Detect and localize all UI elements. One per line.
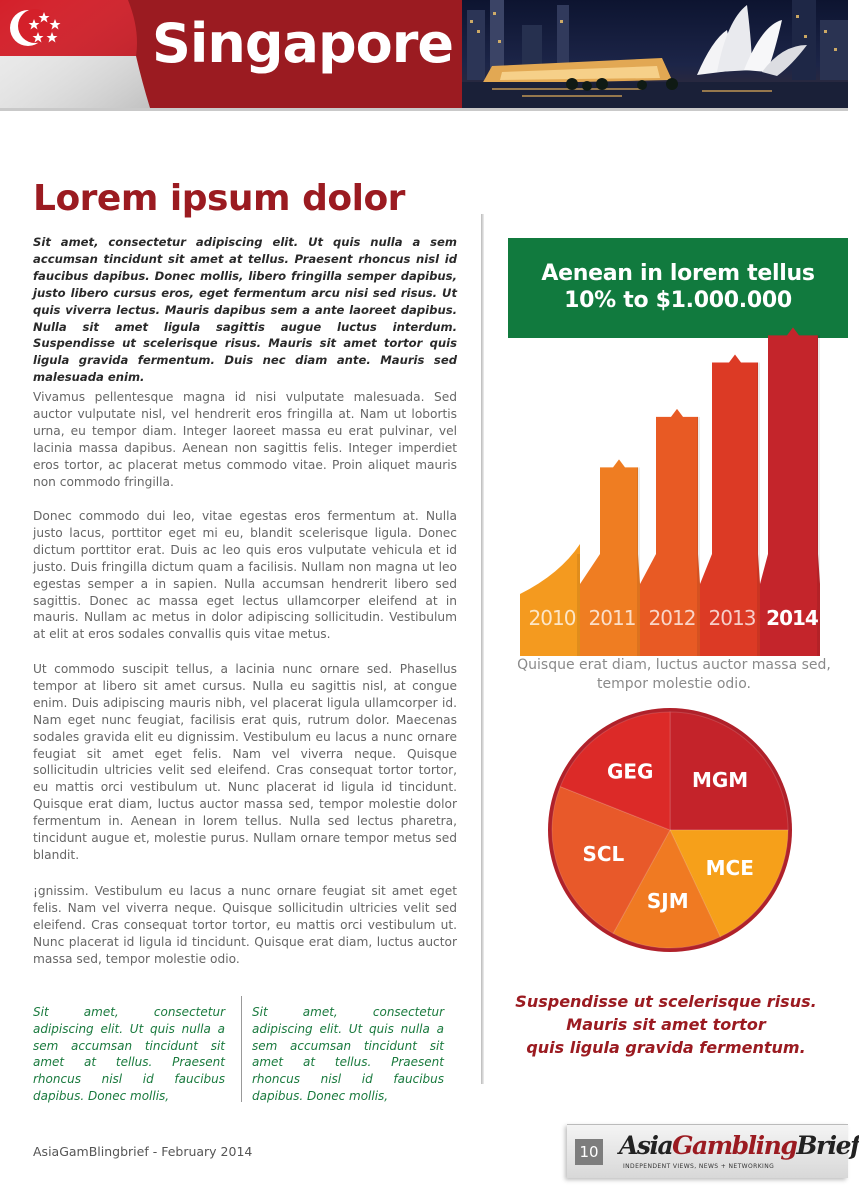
pie-label-sjm: SJM <box>646 888 689 913</box>
header-rule <box>0 108 848 111</box>
lead-paragraph: Sit amet, consectetur adipiscing elit. Ut quis nulla a sem accumsan tincidunt sit amet at tellus. Praesent rhoncus nisl id faucibus dapibus. Donec mollis, libero fringilla semper dapibus, justo libero cursus eros, eget fermentum arcu nisi sed risus. Ut quis viverra lectus. Mauris dapibus sem a ante laoreet dapibus. Nulla sit amet ligula sagittis augue luctus interdum. Suspendisse ut scelerisque risus. Mauris sit amet tortor quis ligula gravida fermentum. Duis nec diam ante. Mauris sed malesuada enim. <box>33 235 457 385</box>
bar-label-2013: 2013 <box>708 606 756 630</box>
closing-quote-line: quis ligula gravida fermentum. <box>526 1038 806 1057</box>
body-paragraph: ¡gnissim. Vestibulum eu lacus a nunc ornare feugiat sit amet eget felis. Nam vel viverra neque. Quisque sollicitudin ultricies velit sed eleifend. Cras consequat tortor tortor, eu mattis orci vestibulum ut. Nunc placerat id ligula id tincidunt. Quisque erat diam, luctus auctor massa sed, tempor molestie odio. <box>33 884 457 966</box>
skyline-photo <box>462 0 848 108</box>
bar-shadow <box>577 554 580 656</box>
singapore-flag-icon <box>0 0 150 108</box>
body-paragraph: Vivamus pellentesque magna id nisi vulputate malesuada. Sed auctor vulputate nisl, vel hendrerit eros fringilla at. Nam ut lobortis urna, eu tempor diam. Integer laoreet massa eu erat pulvinar, vel lacinia massa dapibus. Aenean non sagittis felis. Integer imperdiet eros tortor, ac placerat metus commodo vitae. Proin aliquet mauris non commodo fringilla. <box>33 390 457 489</box>
bar-label-2010: 2010 <box>528 606 576 630</box>
pie-label-scl: SCL <box>582 841 625 866</box>
page-title: Singapore <box>152 12 453 75</box>
closing-quote-line: Suspendisse ut scelerisque risus. <box>515 992 817 1011</box>
bar-shadow <box>637 467 640 656</box>
quote-divider <box>241 996 242 1102</box>
pie-chart <box>540 710 800 970</box>
bar-label-2014: 2014 <box>766 606 818 630</box>
pull-quote: Sit amet, consectetur adipiscing elit. Ut quis nulla a sem accumsan tincidunt sit amet at tellus. Praesent rhoncus nisl id faucibus dapibus. Donec mollis, <box>33 1005 225 1103</box>
brand-logo <box>567 1124 859 1178</box>
pie-label-mce: MCE <box>705 855 754 880</box>
body-paragraph: Donec commodo dui leo, vitae egestas eros fermentum at. Nulla justo lacus, porttitor eget mi eu, blandit scelerisque ligula. Donec dictum porttitor erat. Duis ac leo quis eros vulputate vehicula et id justo. Duis fringilla dictum quam a facilisis. Nullam non magna ut leo egestas semper a in sapien. Nulla accumsan hendrerit libero sed sagittis. Donec ac massa eget lectus ullamcorper eleifend at in mauris. Nullam ac metus in dolor adipiscing sollicitudin. Vestibulum at elit at eros sodales convallis quis vitae metus. <box>33 509 457 642</box>
header-banner <box>0 0 848 110</box>
bar-shadow <box>697 417 700 656</box>
bar-label-2012: 2012 <box>648 606 696 630</box>
page-number: 10 <box>575 1139 603 1165</box>
headline-box <box>508 238 848 338</box>
pie-label-mgm: MGM <box>691 767 749 792</box>
article-title: Lorem ipsum dolor <box>33 178 405 219</box>
bar-chart <box>508 340 848 660</box>
headline-line-1: Aenean in lorem tellus <box>541 261 815 286</box>
chart-caption: Quisque erat diam, luctus auctor massa sed, tempor molestie odio. <box>517 657 831 692</box>
brand-part: Gambling <box>672 1131 797 1160</box>
footer-publication: AsiaGamBlingbrief - February 2014 <box>33 1144 253 1159</box>
pull-quote: Sit amet, consectetur adipiscing elit. Ut quis nulla a sem accumsan tincidunt sit amet at tellus. Praesent rhoncus nisl id faucibus dapibus. Donec mollis, <box>252 1005 444 1103</box>
closing-quote <box>508 990 824 1059</box>
brand-wordmark <box>619 1131 859 1160</box>
bar-label-2011: 2011 <box>588 606 636 630</box>
brand-part: Asia <box>619 1131 673 1160</box>
column-divider <box>481 214 484 1084</box>
headline-line-2: 10% to $1.000.000 <box>564 288 792 313</box>
pie-label-geg: GEG <box>606 759 654 784</box>
brand-part: Brief <box>796 1131 859 1160</box>
body-paragraph: Ut commodo suscipit tellus, a lacinia nunc ornare sed. Phasellus tempor at libero sit amet cursus. Nulla eu sagittis nisl, at congue enim. Duis adipiscing mauris nibh, vel placerat ligula ullamcorper id. Nam eget nunc feugiat, facilisis erat quis, rutrum dolor. Maecenas sodales gravida elit eu dignissim. Vestibulum eu lacus a nunc ornare feugiat sit amet eget felis. Nam vel viverra neque. Quisque sollicitudin ultricies velit sed eleifend. Cras consequat tortor tortor, eu mattis orci vestibulum ut. Nunc placerat id ligula id tincidunt. Quisque erat diam, luctus auctor massa sed, tempor molestie dolor fermentum in. Aenean in lorem tellus. Nulla sed lectus pharetra, tincidunt augue et, molestie purus. Nullam ornare tempor metus sed blandit. <box>33 662 457 862</box>
brand-tagline: INDEPENDENT VIEWS, NEWS + NETWORKING <box>623 1163 775 1170</box>
bar-2010 <box>520 544 580 656</box>
closing-quote-line: Mauris sit amet tortor <box>566 1015 766 1034</box>
bar-shadow <box>757 363 760 656</box>
